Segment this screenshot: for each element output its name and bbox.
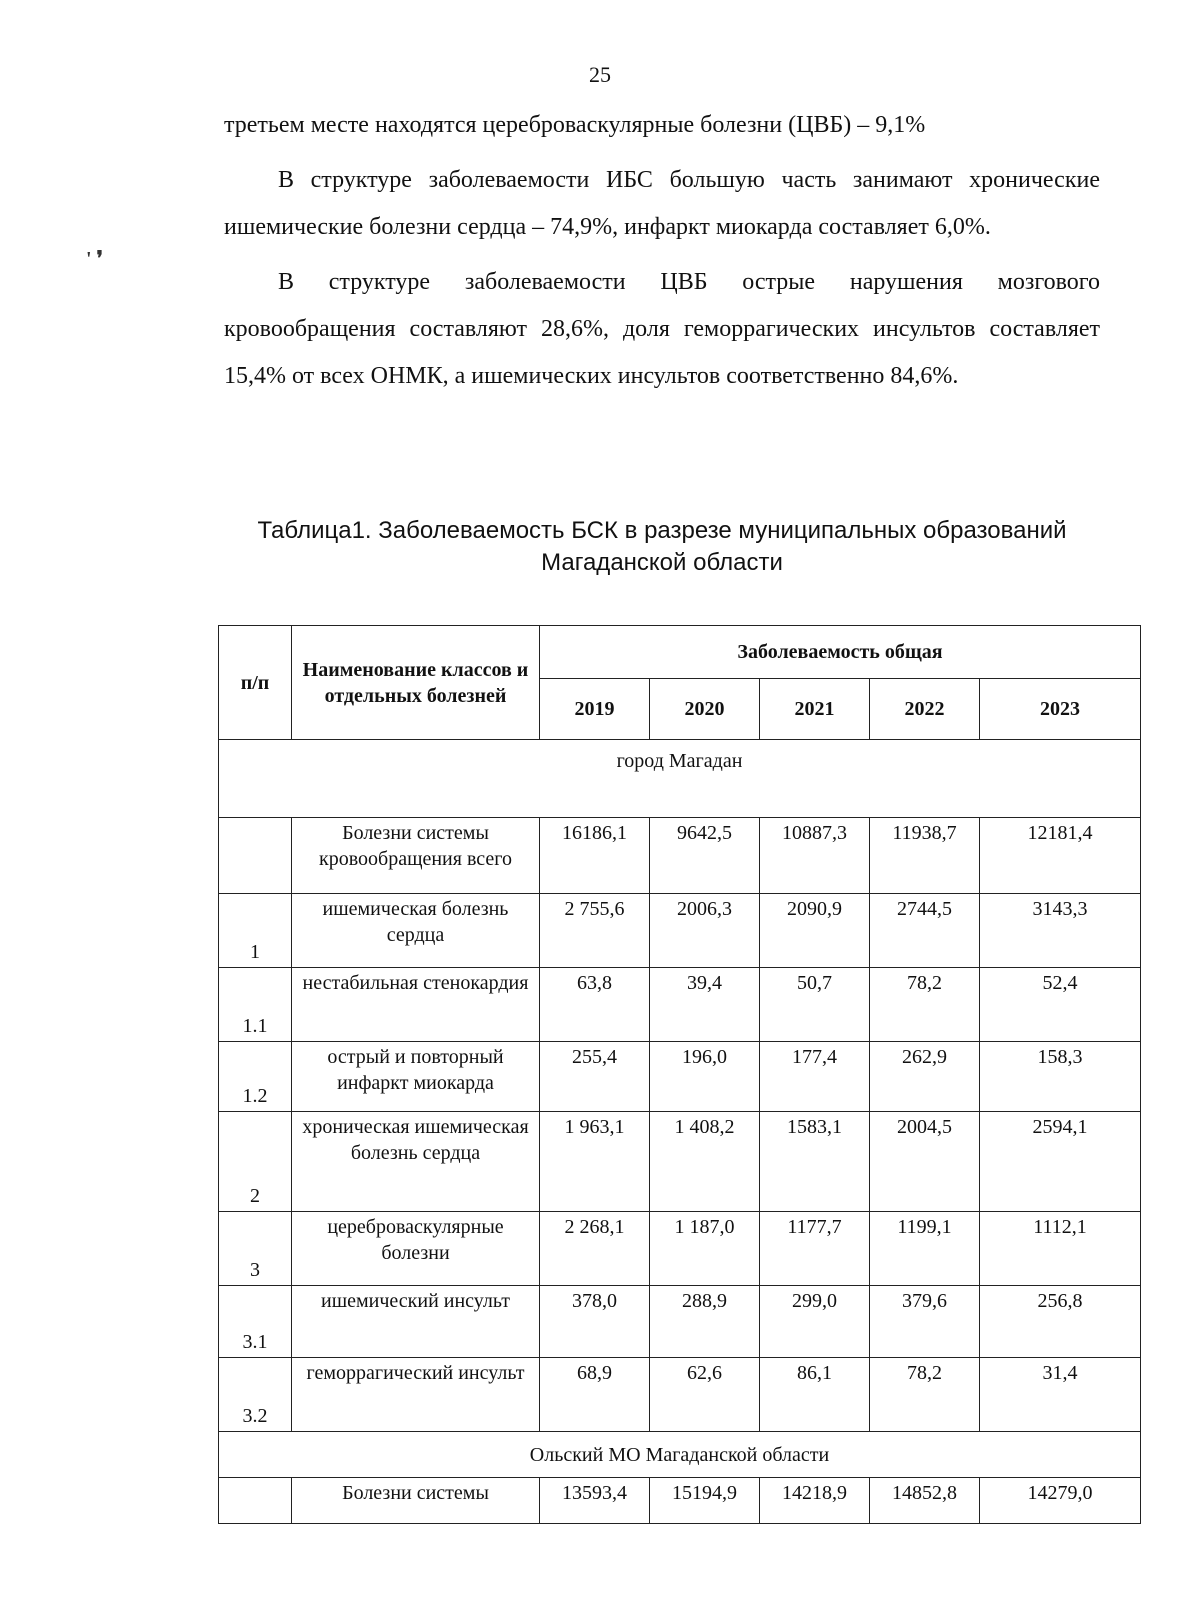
table-row	[219, 1286, 1141, 1358]
row-name: Болезни системы	[292, 1478, 540, 1524]
row-value: 2594,1	[980, 1112, 1141, 1212]
section-row	[219, 1432, 1141, 1478]
section-row	[219, 740, 1141, 818]
row-value: 2 268,1	[540, 1212, 650, 1286]
paragraph: В структуре заболеваемости ЦВБ острые нарушения мозгового кровообращения составляют 28,6%, доля геморрагических инсультов составляет 15,4% от всех ОНМК, а ишемических инсультов соответственно 84,6%.	[224, 269, 1100, 389]
row-value: 10887,3	[760, 818, 870, 894]
row-value: 50,7	[760, 968, 870, 1042]
caption-line: Таблица1. Заболеваемость БСК в разрезе муниципальных образований	[257, 517, 1067, 544]
row-value: 63,8	[540, 968, 650, 1042]
row-value: 262,9	[870, 1042, 980, 1112]
row-value: 9642,5	[650, 818, 760, 894]
row-value: 11938,7	[870, 818, 980, 894]
row-value: 1177,7	[760, 1212, 870, 1286]
section-title: Ольский МО Магаданской области	[219, 1432, 1141, 1478]
row-index	[219, 1478, 292, 1524]
row-value: 62,6	[650, 1358, 760, 1432]
row-value: 12181,4	[980, 818, 1141, 894]
row-value: 68,9	[540, 1358, 650, 1432]
header-name: Наименование классов и отдельных болезней	[292, 626, 540, 740]
row-index: 3.2	[219, 1358, 292, 1432]
header-year: 2023	[980, 679, 1141, 740]
row-value: 299,0	[760, 1286, 870, 1358]
morbidity-table	[218, 625, 1141, 1524]
row-value: 2004,5	[870, 1112, 980, 1212]
caption-line: Магаданской области	[541, 549, 783, 576]
row-value: 2 755,6	[540, 894, 650, 968]
row-value: 158,3	[980, 1042, 1141, 1112]
row-value: 177,4	[760, 1042, 870, 1112]
row-name: ишемическая болезнь сердца	[292, 894, 540, 968]
row-value: 256,8	[980, 1286, 1141, 1358]
row-value: 14852,8	[870, 1478, 980, 1524]
row-value: 1199,1	[870, 1212, 980, 1286]
row-value: 2090,9	[760, 894, 870, 968]
header-pp: п/п	[219, 626, 292, 740]
paragraph: В структуре заболеваемости ИБС большую часть занимают хронические ишемические болезни сердца – 74,9%, инфаркт миокарда составляет 6,0%.	[224, 167, 1100, 240]
row-name: хроническая ишемическая болезнь сердца	[292, 1112, 540, 1212]
row-value: 1 963,1	[540, 1112, 650, 1212]
table-row	[219, 1112, 1141, 1212]
row-value: 255,4	[540, 1042, 650, 1112]
row-index: 3	[219, 1212, 292, 1286]
row-value: 288,9	[650, 1286, 760, 1358]
row-value: 78,2	[870, 1358, 980, 1432]
paragraph: третьем месте находятся цереброваскулярные болезни (ЦВБ) – 9,1%	[224, 112, 926, 138]
row-value: 1112,1	[980, 1212, 1141, 1286]
row-value: 14279,0	[980, 1478, 1141, 1524]
table-caption	[224, 515, 1100, 579]
row-value: 13593,4	[540, 1478, 650, 1524]
row-value: 378,0	[540, 1286, 650, 1358]
table-row	[219, 1042, 1141, 1112]
margin-mark: ' ❜	[86, 248, 104, 270]
table-row	[219, 818, 1141, 894]
table-row	[219, 968, 1141, 1042]
row-value: 31,4	[980, 1358, 1141, 1432]
row-value: 1 408,2	[650, 1112, 760, 1212]
row-value: 39,4	[650, 968, 760, 1042]
row-name: Болезни системы кровообращения всего	[292, 818, 540, 894]
table-row	[219, 1212, 1141, 1286]
header-year: 2019	[540, 679, 650, 740]
header-year: 2020	[650, 679, 760, 740]
row-name: острый и повторный инфаркт миокарда	[292, 1042, 540, 1112]
row-value: 196,0	[650, 1042, 760, 1112]
row-value: 3143,3	[980, 894, 1141, 968]
row-name: геморрагический инсульт	[292, 1358, 540, 1432]
row-value: 15194,9	[650, 1478, 760, 1524]
row-value: 78,2	[870, 968, 980, 1042]
row-value: 86,1	[760, 1358, 870, 1432]
row-value: 379,6	[870, 1286, 980, 1358]
row-index: 1.1	[219, 968, 292, 1042]
body-text	[224, 102, 1100, 400]
row-index: 2	[219, 1112, 292, 1212]
row-value: 14218,9	[760, 1478, 870, 1524]
row-name: цереброваскулярные болезни	[292, 1212, 540, 1286]
table-row	[219, 1358, 1141, 1432]
header-group: Заболеваемость общая	[540, 626, 1141, 679]
row-name: ишемический инсульт	[292, 1286, 540, 1358]
row-value: 1 187,0	[650, 1212, 760, 1286]
row-index: 3.1	[219, 1286, 292, 1358]
row-value: 2744,5	[870, 894, 980, 968]
row-index: 1	[219, 894, 292, 968]
row-value: 52,4	[980, 968, 1141, 1042]
row-index: 1.2	[219, 1042, 292, 1112]
row-index	[219, 818, 292, 894]
header-year: 2021	[760, 679, 870, 740]
row-value: 1583,1	[760, 1112, 870, 1212]
page-number: 25	[589, 62, 611, 87]
section-title: город Магадан	[219, 740, 1141, 818]
row-value: 16186,1	[540, 818, 650, 894]
row-value: 2006,3	[650, 894, 760, 968]
row-name: нестабильная стенокардия	[292, 968, 540, 1042]
table-row	[219, 1478, 1141, 1524]
header-year: 2022	[870, 679, 980, 740]
table-row	[219, 894, 1141, 968]
